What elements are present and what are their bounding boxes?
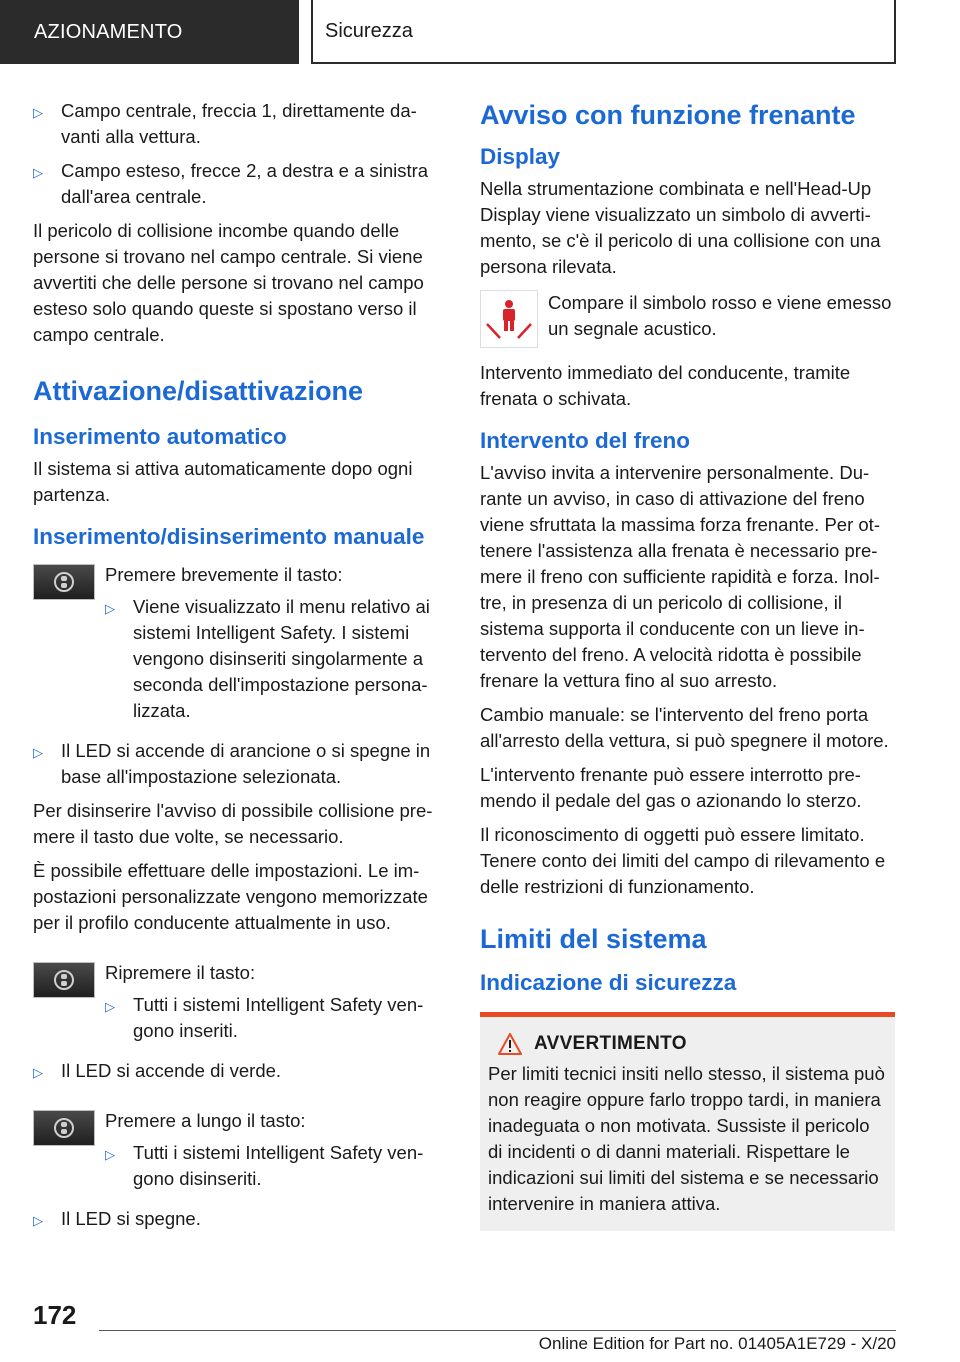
symbol-text: Compare il simbolo rosso e viene emesso un segnale acustico. — [548, 292, 892, 339]
paragraph: L'avviso invita a intervenire personalmente. Durante un avviso, in caso di attivazione del freno viene sfruttata la massima forza frenante. Per ottenere l'assistenza alla frenata è necessario premere il freno con sufficiente rapidità e forza. Inoltre, in presenza di un pericolo di collisione, il sistema supporta il conducente con un lieve intervento del freno. A velocità ridotta è possibile frenare la vettura fino al suo arresto. — [480, 462, 880, 691]
heading-limits: Limiti del sistema — [480, 924, 707, 954]
heading-auto: Inserimento automatico — [33, 424, 287, 449]
paragraph: Per disinserire l'avviso di possibile collisione premere il tasto due volte, se necessario. — [33, 800, 433, 847]
triangle-right-icon: ▷ — [33, 1065, 43, 1080]
heading-safety: Indicazione di sicurezza — [480, 970, 737, 995]
triangle-right-icon: ▷ — [33, 1213, 43, 1228]
topic-tab — [311, 0, 896, 64]
intelligent-safety-button-icon — [33, 1110, 95, 1146]
key-instruction — [33, 562, 448, 732]
heading-brake: Intervento del freno — [480, 428, 691, 453]
warning-text: Per limiti tecnici insiti nello stesso, il sistema può non reagire oppure farlo troppo tardi, in maniera inadeguata o non motivata. Sussiste il pericolo di incidenti o di danni materiali. Rispettare le indicazioni sui limiti del sistema e se necessario intervenire in maniera attiva. — [488, 1063, 885, 1214]
paragraph: Il pericolo di collisione incombe quando delle persone si trovano nel campo centrale. Si viene avvertiti che delle persone si trovano nel campo esteso solo quando queste si spostano verso il campo centrale. — [33, 220, 424, 345]
paragraph: Il sistema si attiva automaticamente dopo ogni partenza. — [33, 458, 413, 505]
right-column — [480, 98, 895, 1231]
triangle-right-icon: ▷ — [33, 165, 43, 180]
section-tab — [0, 0, 299, 64]
topic-title: Sicurezza — [325, 19, 413, 42]
heading-activation: Attivazione/disattivazione — [33, 376, 364, 406]
key-instruction-text: Ripremere il tasto: — [105, 962, 256, 983]
list-item: ▷ Il LED si spegne. — [33, 1206, 448, 1234]
list-item: ▷ Viene visualizzato il menu relativo ai sistemi Intelligent Safety. I sistemi vengono disinseriti singolarmente a seconda dell'impostazione personalizzata. — [105, 594, 448, 724]
intelligent-safety-button-icon — [33, 962, 95, 998]
pedestrian-warning-icon — [480, 290, 538, 348]
list-item: ▷ Tutti i sistemi Intelligent Safety vengono inseriti. — [105, 992, 448, 1044]
list-item: ▷ Campo centrale, freccia 1, direttamente davanti alla vettura. — [33, 98, 448, 150]
heading-manual: Inserimento/disinserimento manuale — [33, 524, 425, 549]
paragraph: Il riconoscimento di oggetti può essere limitato. Tenere conto dei limiti del campo di rilevamento e delle restrizioni di funzionamento. — [480, 824, 886, 897]
footer-divider — [99, 1330, 896, 1331]
paragraph: È possibile effettuare delle impostazioni. Le impostazioni personalizzate vengono memorizzate per il profilo conducente attualmente in uso. — [33, 860, 428, 933]
list-item: ▷ Il LED si accende di arancione o si spegne in base all'impostazione selezionata. — [33, 738, 448, 790]
left-column — [33, 98, 448, 1242]
list-item: ▷ Il LED si accende di verde. — [33, 1058, 448, 1086]
triangle-right-icon: ▷ — [33, 745, 43, 760]
key-instruction-text: Premere a lungo il tasto: — [105, 1110, 306, 1131]
warning-box — [480, 1012, 895, 1231]
paragraph: Cambio manuale: se l'intervento del freno porta all'arresto della vettura, si può spegnere il motore. — [480, 704, 889, 751]
symbol-instruction — [480, 290, 895, 348]
warning-triangle-icon — [498, 1033, 522, 1055]
key-instruction-text: Premere brevemente il tasto: — [105, 564, 343, 585]
page-number: 172 — [33, 1300, 77, 1330]
warning-title: AVVERTIMENTO — [534, 1033, 687, 1054]
heading-display: Display — [480, 144, 561, 169]
section-title: AZIONAMENTO — [34, 20, 183, 43]
key-instruction — [33, 1108, 448, 1200]
triangle-right-icon: ▷ — [105, 999, 115, 1014]
paragraph: Intervento immediato del conducente, tramite frenata o schivata. — [480, 362, 851, 409]
triangle-right-icon: ▷ — [105, 1147, 115, 1162]
key-instruction — [33, 960, 448, 1052]
heading-warning-brake: Avviso con funzione frenante — [480, 100, 856, 130]
footer-edition: Online Edition for Part no. 01405A1E729 - X/20 — [538, 1334, 896, 1353]
paragraph: Nella strumentazione combinata e nell'Head-Up Display viene visualizzato un simbolo di avvertimento, se c'è il pericolo di una collisione con una persona rilevata. — [480, 178, 881, 277]
list-item: ▷ Campo esteso, frecce 2, a destra e a sinistra dall'area centrale. — [33, 158, 448, 210]
triangle-right-icon: ▷ — [33, 105, 43, 120]
intelligent-safety-button-icon — [33, 564, 95, 600]
paragraph: L'intervento frenante può essere interrotto premendo il pedale del gas o azionando lo sterzo. — [480, 764, 862, 811]
triangle-right-icon: ▷ — [105, 601, 115, 616]
list-item: ▷ Tutti i sistemi Intelligent Safety vengono disinseriti. — [105, 1140, 448, 1192]
